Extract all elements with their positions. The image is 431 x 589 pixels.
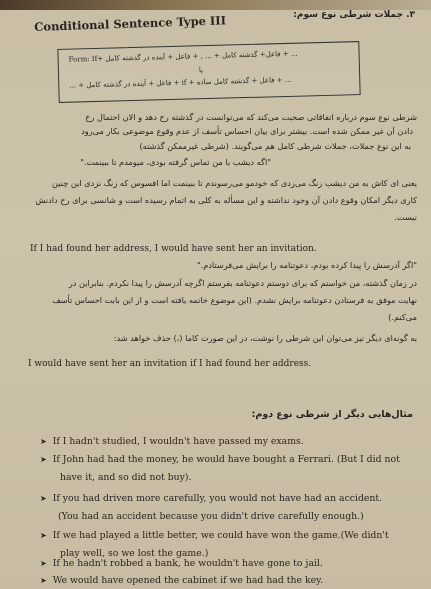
bullet-arrow-icon: ➤ [40, 559, 47, 568]
example-1-english: If I had found her address, I would have sent her an invitation. [30, 244, 317, 254]
example-2-english: I would have sent her an invitation if I had found her address. [28, 359, 312, 369]
example-item [40, 436, 304, 447]
examples-heading: مثال‌هایی دیگر از شرطی نوع دوم: [251, 409, 413, 420]
intro-line-3: به این نوع جملات، جملات شرطی کامل هم می‌گویند. (شرطی غیرممکن گذشته) [139, 141, 411, 151]
note-line: به گونه‌ای دیگر نیز می‌توان این شرطی را نوشت، در این صورت کاما (،) حذف خواهد شد: [113, 333, 417, 343]
example-continuation: have it, and so did not buy). [60, 472, 192, 483]
intro-line-1: شرطی نوع سوم درباره اتفاقاتی صحبت می‌کند که می‌توانست در گذشته رخ دهد و الان احتمال رخ [85, 112, 417, 122]
example-text: If I hadn't studied, I wouldn't have passed my exams. [52, 436, 304, 447]
example-text: If he hadn't robbed a bank, he wouldn't have gone to jail. [52, 558, 323, 569]
intro-line-2: دادن آن غیر ممکن شده است. بیشتر برای بیان احساس تأسف از عدم وقوع موضوعی بکار می‌رود [81, 126, 413, 136]
example-item [40, 575, 323, 586]
example-item [40, 454, 400, 465]
formula-line-3: ... + فاعل + آینده در گذشته کامل + if + فاعل + گذشته کامل ساده + ... [69, 75, 292, 90]
formula-line-1: Form: If+ فاعل+ گذشته کامل + ... , + فاعل + آینده در گذشته کامل + ... [68, 49, 298, 64]
example-1-explanation-3: می‌کنم.) [388, 312, 417, 322]
example-item [40, 530, 389, 541]
example-text: If we had played a little better, we could have won the game.(We didn't [52, 530, 389, 541]
page-top-edge [0, 0, 431, 10]
page-title: Conditional Sentence Type III [34, 13, 227, 34]
intro-line-5: یعنی ای کاش به من دیشب زنگ می‌زدی که خودمو می‌رسوندم تا ببینمت اما افسوس که زنگ نزدی این چنین [52, 178, 417, 188]
example-item [40, 493, 382, 504]
example-item [40, 558, 323, 569]
example-text: If John had had the money, he would have bought a Ferrari. (But I did not [52, 454, 400, 465]
intro-line-6: کاری دیگر امکان وقوع دادن آن وجود نداشته و این مسأله به کلی به اتمام رسیده است و شانسی برای رخ دادنش [35, 195, 417, 205]
example-continuation: (You had an accident because you didn't drive carefully enough.) [58, 511, 364, 522]
example-1-explanation-2: نهایت موفق به فرستادن دعوتنامه برایش نشدم. (این موضوع خاتمه یافته است و از این بابت احساس تأسف [52, 295, 417, 305]
formula-box [57, 41, 360, 103]
intro-line-7: نیست. [394, 212, 417, 222]
section-heading: ۳. جملات شرطی نوع سوم: [293, 10, 415, 20]
bullet-arrow-icon: ➤ [40, 455, 47, 464]
example-1-translation: "اگر آدرسش را پیدا کرده بودم، دعوتنامه را برایش می‌فرستادم." [196, 260, 417, 270]
bullet-arrow-icon: ➤ [40, 576, 47, 585]
example-text: If you had driven more carefully, you would not have had an accident. [52, 493, 383, 504]
bullet-arrow-icon: ➤ [40, 437, 47, 446]
example-text: We would have opened the cabinet if we had had the key. [52, 575, 324, 586]
bullet-arrow-icon: ➤ [40, 494, 47, 503]
example-1-explanation-1: در زمان گذشته، من خواستم که برای دوستم دعوتنامه بفرستم اگرچه آدرسش را پیدا نکردم. بنابراین در [68, 278, 417, 288]
formula-line-2: یا [198, 66, 204, 75]
bullet-arrow-icon: ➤ [40, 531, 47, 540]
example-continuation: play well, so we lost the game.) [60, 548, 209, 559]
intro-line-4: "اگه دیشب با من تماس گرفته بودی، میومدم تا ببینمت." [80, 157, 271, 167]
